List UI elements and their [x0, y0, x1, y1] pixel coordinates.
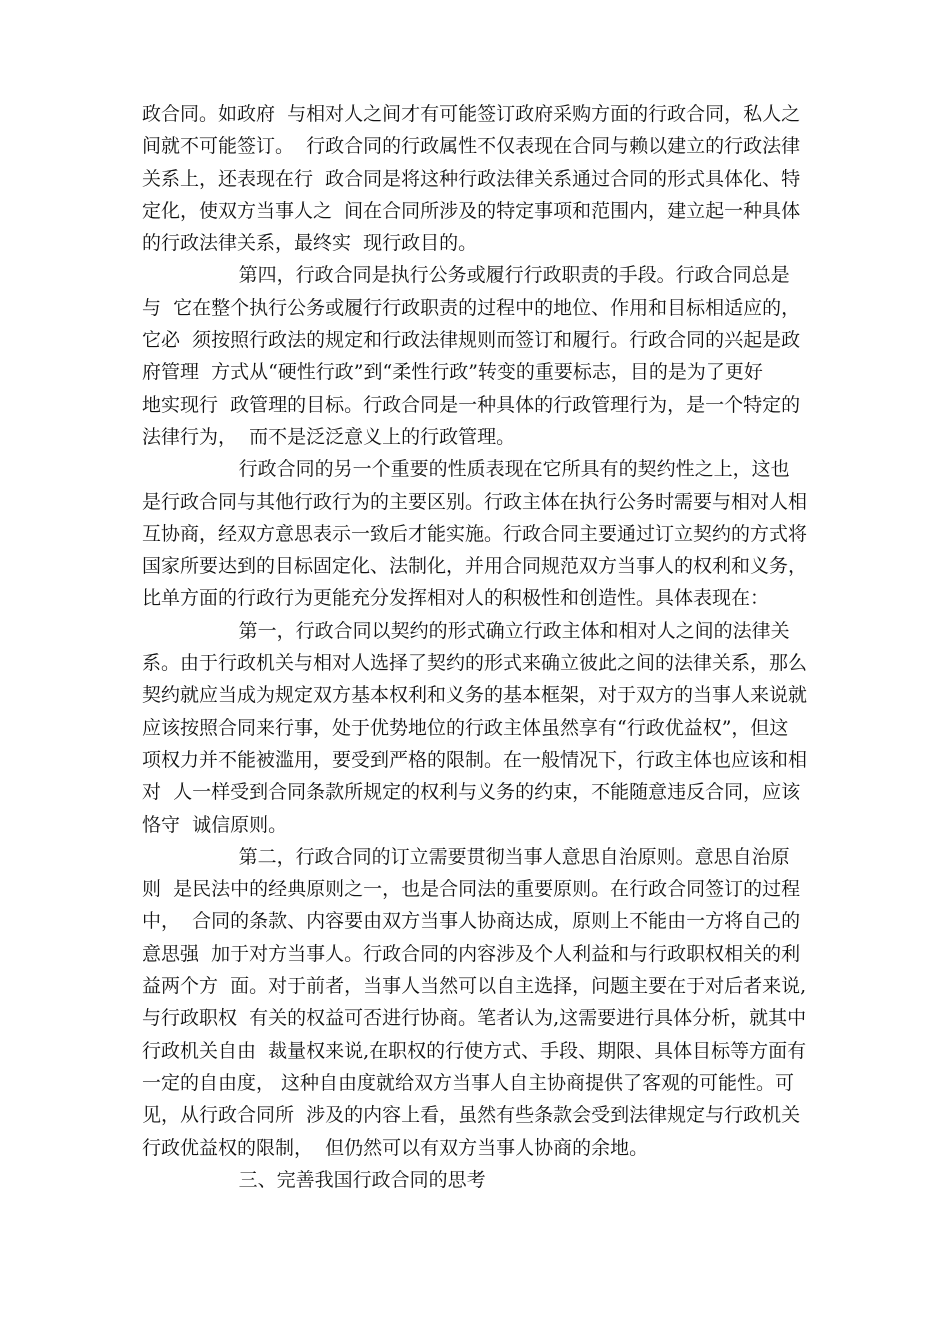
- text-line: 中， 合同的条款、内容要由双方当事人协商达成，原则上不能由一方将自己的: [142, 910, 801, 933]
- text-line: 意思强 加于对方当事人。行政合同的内容涉及个人利益和与行政职权相关的利: [142, 942, 801, 965]
- document-body: [142, 98, 822, 1196]
- text-line: 行政合同的另一个重要的性质表现在它所具有的契约性之上，这也: [142, 458, 790, 481]
- text-line: 地实现行 政管理的目标。行政合同是一种具体的行政管理行为，是一个特定的: [142, 393, 801, 416]
- text-line: 三、完善我国行政合同的思考: [142, 1168, 486, 1191]
- text-line: 一定的自由度， 这种自由度就给双方当事人自主协商提供了客观的可能性。可: [142, 1071, 795, 1094]
- text-line: 恪守 诚信原则。: [142, 813, 288, 836]
- text-line: 契约就应当成为规定双方基本权利和义务的基本框架，对于双方的当事人来说就: [142, 684, 808, 707]
- text-line: 应该按照合同来行事，处于优势地位的行政主体虽然享有“行政优益权”，但这: [142, 716, 789, 739]
- text-line: 第二，行政合同的订立需要贯彻当事人意思自治原则。意思自治原: [142, 845, 790, 868]
- text-line: 则 是民法中的经典原则之一，也是合同法的重要原则。在行政合同签订的过程: [142, 878, 801, 901]
- text-line: 的行政法律关系，最终实 现行政目的。: [142, 232, 478, 255]
- text-line: 是行政合同与其他行政行为的主要区别。行政主体在执行公务时需要与相对人相: [142, 490, 808, 513]
- text-line: 与行政职权 有关的权益可否进行协商。笔者认为,这需要进行具体分析，就其中: [142, 1007, 807, 1030]
- text-line: 第四，行政合同是执行公务或履行行政职责的手段。行政合同总是: [142, 264, 790, 287]
- text-line: 与 它在整个执行公务或履行行政职责的过程中的地位、作用和目标相适应的，: [142, 296, 801, 319]
- text-line: 项权力并不能被滥用，要受到严格的限制。在一般情况下，行政主体也应该和相: [142, 748, 808, 771]
- text-line: 比单方面的行政行为更能充分发挥相对人的积极性和创造性。具体表现在：: [142, 587, 770, 610]
- text-line: 互协商，经双方意思表示一致后才能实施。行政合同主要通过订立契约的方式将: [142, 522, 808, 545]
- text-line: 政合同。如政府 与相对人之间才有可能签订政府采购方面的行政合同，私人之: [142, 103, 801, 125]
- text-line: 法律行为， 而不是泛泛意义上的行政管理。: [142, 425, 516, 448]
- text-line: 益两个方 面。对于前者，当事人当然可以自主选择，问题主要在于对后者来说,: [142, 975, 807, 998]
- text-line: 国家所要达到的目标固定化、法制化，并用合同规范双方当事人的权利和义务，: [142, 555, 808, 578]
- text-line: 对 人一样受到合同条款所规定的权利与义务的约束，不能随意违反合同，应该: [142, 781, 801, 804]
- text-line: 行政机关自由 裁量权来说,在职权的行使方式、手段、期限、具体目标等方面有: [142, 1039, 807, 1062]
- text-line: 定化，使双方当事人之 间在合同所涉及的特定事项和范围内，建立起一种具体: [142, 199, 801, 222]
- text-line: 第一，行政合同以契约的形式确立行政主体和相对人之间的法律关: [142, 619, 790, 642]
- text-line: 见，从行政合同所 涉及的内容上看，虽然有些条款会受到法律规定与行政机关: [142, 1104, 801, 1127]
- text-line: 间就不可能签订。 行政合同的行政属性不仅表现在合同与赖以建立的行政法律: [142, 135, 801, 158]
- text-line: 它必 须按照行政法的规定和行政法律规则而签订和履行。行政合同的兴起是政: [142, 329, 801, 352]
- text-line: 关系上，还表现在行 政合同是将这种行政法律关系通过合同的形式具体化、特: [142, 167, 801, 190]
- text-line: 行政优益权的限制， 但仍然可以有双方当事人协商的余地。: [142, 1136, 649, 1159]
- text-line: 系。由于行政机关与相对人选择了契约的形式来确立彼此之间的法律关系，那么: [142, 652, 808, 675]
- text-line: 府管理 方式从“硬性行政”到“柔性行政”转变的重要标志，目的是为了更好: [142, 361, 763, 384]
